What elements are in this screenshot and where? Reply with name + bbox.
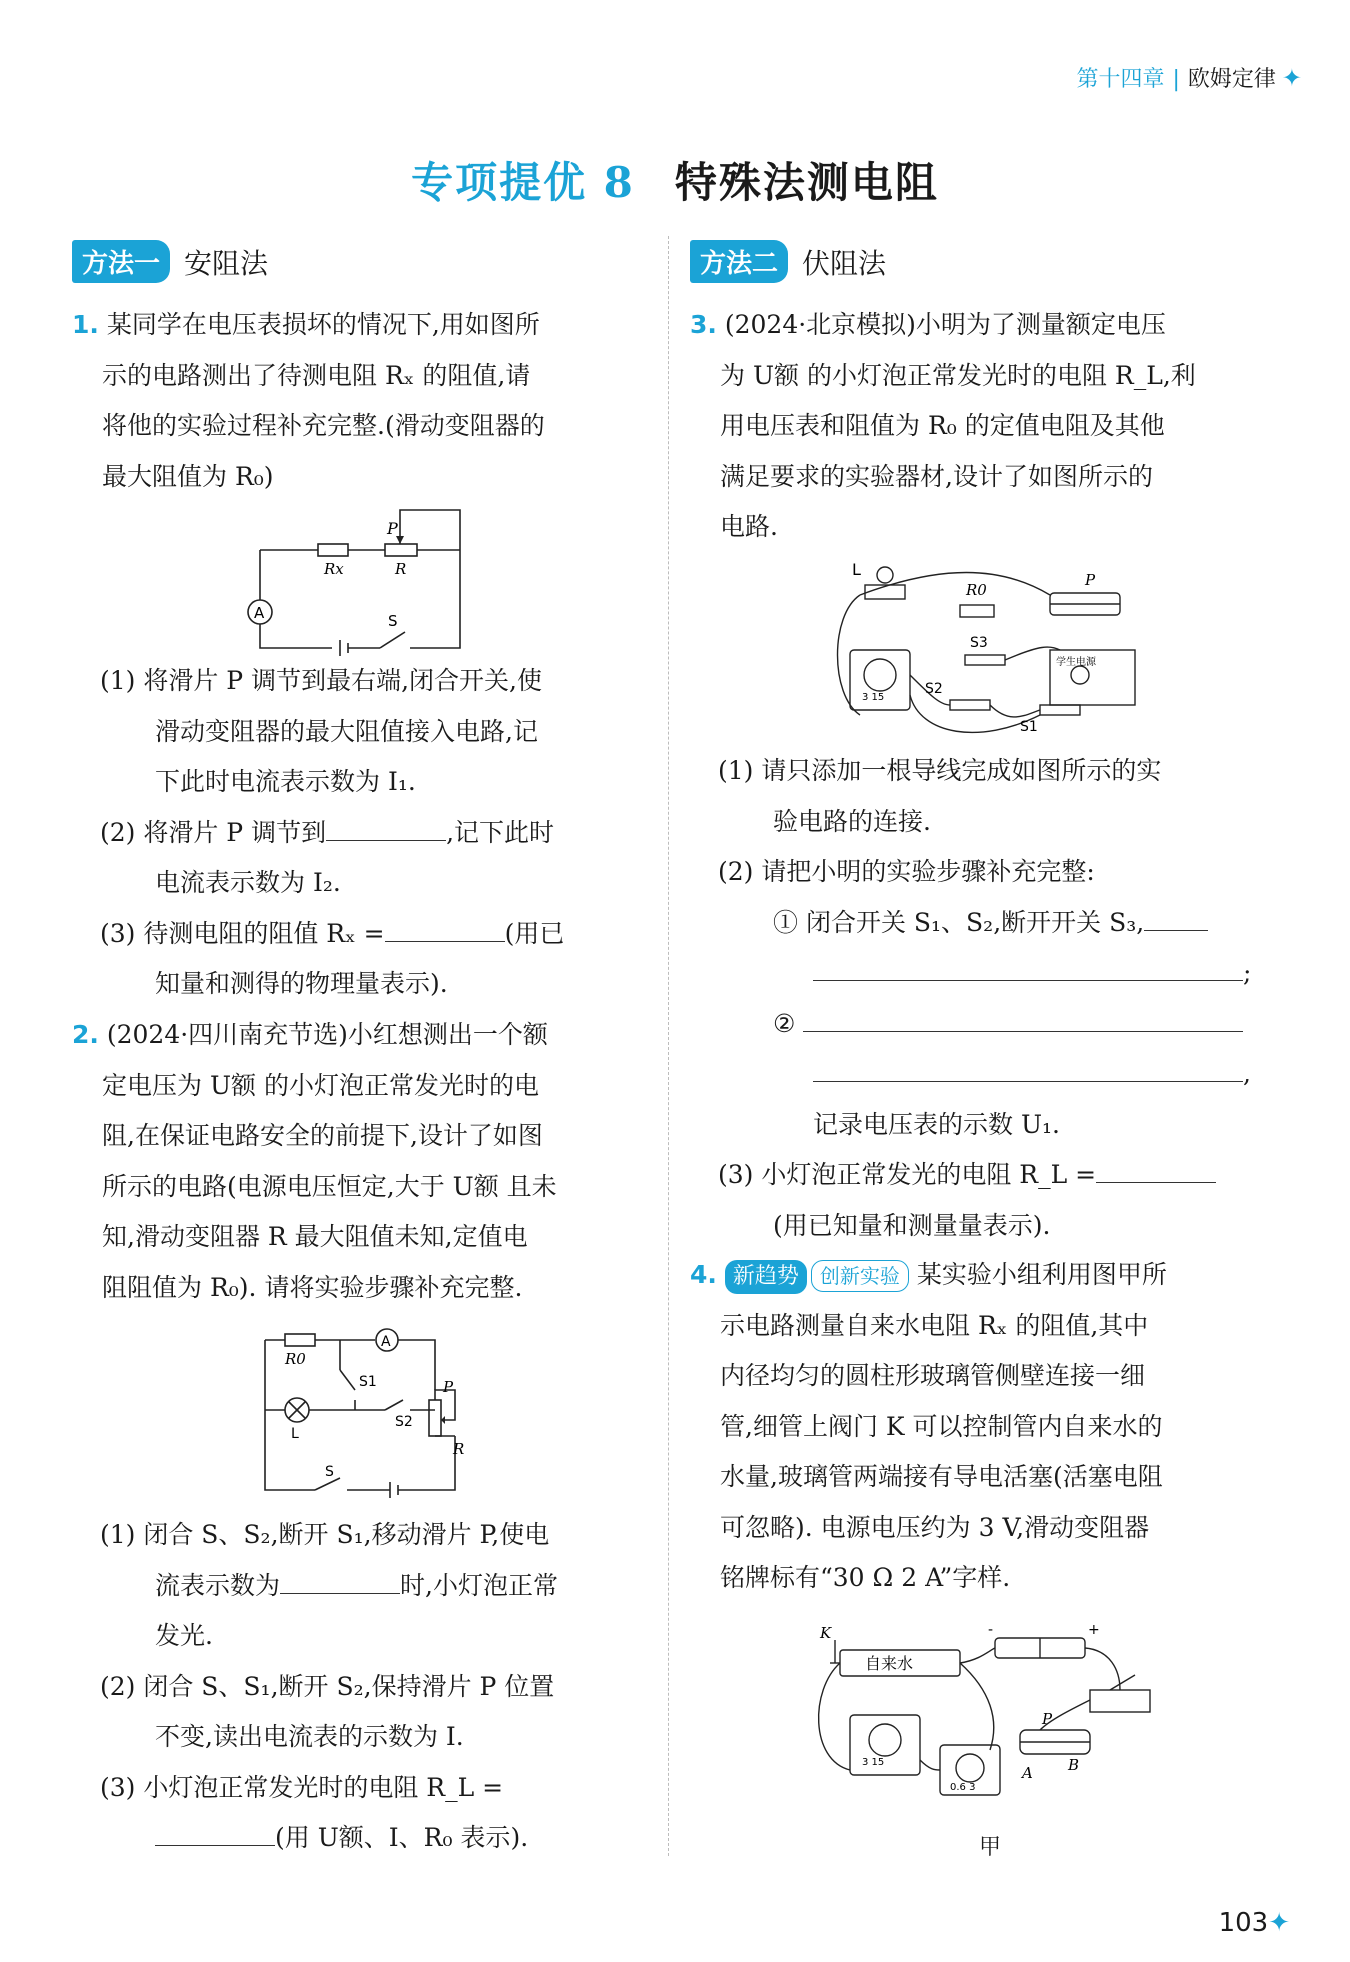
q1-step: 下此时电流表示数为 I₁. <box>155 767 416 796</box>
method-2-heading <box>690 240 886 283</box>
question-3 <box>690 300 1280 553</box>
q3-line: 用电压表和阻值为 R₀ 的定值电阻及其他 <box>720 411 1165 440</box>
q1-line: 示的电路测出了待测电阻 Rₓ 的阻值,请 <box>102 360 531 390</box>
q2-label-a: A <box>381 1334 391 1350</box>
q3-line: 电路. <box>720 512 778 541</box>
q2-line: (2024·四川南充节选)小红想测出一个额 <box>106 1020 548 1049</box>
question-1-number: 1. <box>72 310 99 339</box>
q3-step: ① 闭合开关 S₁、S₂,断开开关 S₃, <box>773 907 1145 937</box>
q2-label-s1: S1 <box>359 1374 377 1390</box>
q2-line: 阻,在保证电路安全的前提下,设计了如图 <box>102 1121 543 1150</box>
q2-label-s: S <box>325 1464 334 1480</box>
q2-label-r: R <box>453 1440 465 1458</box>
q2-step: 不变,读出电流表的示数为 I. <box>155 1722 464 1751</box>
question-2-steps <box>100 1510 660 1864</box>
q4-label-p: P <box>1042 1710 1053 1728</box>
title-main: 特殊法测电阻 <box>674 158 939 207</box>
q3-line: (2024·北京模拟)小明为了测量额定电压 <box>724 310 1166 339</box>
q1-label-r: R <box>395 560 407 578</box>
q2-label-p: P <box>443 1378 454 1396</box>
q4-line: 内径均匀的圆柱形玻璃管侧壁连接一细 <box>720 1361 1146 1390</box>
q1-step: ,记下此时 <box>446 817 555 847</box>
q4-line: 水量,玻璃管两端接有导电活塞(活塞电阻 <box>720 1462 1163 1491</box>
q1-label-rx: Rx <box>324 560 344 578</box>
q2-step: 时,小灯泡正常 <box>400 1570 558 1600</box>
q2-line: 知,滑动变阻器 R 最大阻值未知,定值电 <box>102 1222 528 1251</box>
q1-step: 滑动变阻器的最大阻值接入电路,记 <box>155 716 538 746</box>
q4-battery-plus: + <box>1088 1622 1100 1638</box>
innovative-experiment-badge: 创新实验 <box>811 1260 909 1292</box>
q2-line: 所示的电路(电源电压恒定,大于 U额 且未 <box>102 1171 557 1201</box>
q3-label-s2: S2 <box>925 681 943 697</box>
question-2 <box>72 1010 652 1313</box>
answer-blank[interactable] <box>326 810 446 841</box>
q3-label-s1: S1 <box>1020 719 1038 735</box>
answer-blank[interactable] <box>1144 900 1208 931</box>
q3-step: 验电路的连接. <box>773 806 931 836</box>
page-title <box>0 150 1350 210</box>
question-4 <box>690 1250 1280 1604</box>
q4-line: 铭牌标有“30 Ω 2 A”字样. <box>720 1563 1011 1592</box>
q1-step: (3) 待测电阻的阻值 Rₓ = <box>100 918 385 948</box>
q3-step: (用已知量和测量量表示). <box>773 1210 1051 1240</box>
q1-label-s: S <box>388 612 398 630</box>
q1-label-p: P <box>387 519 398 538</box>
q1-step: (用已 <box>504 918 565 948</box>
q1-step: (2) 将滑片 P 调节到 <box>100 817 327 847</box>
chapter-label: 第十四章 <box>1076 67 1165 92</box>
chapter-header <box>1076 62 1302 93</box>
header-divider: | <box>1172 67 1180 92</box>
q2-line: 阻阻值为 R₀). 请将实验步骤补充完整. <box>102 1272 523 1302</box>
q2-step: 流表示数为 <box>155 1570 281 1600</box>
q2-step: (2) 闭合 S、S₁,断开 S₂,保持滑片 P 位置 <box>100 1671 555 1701</box>
q2-label-r0: R0 <box>285 1350 306 1368</box>
question-3-steps <box>718 746 1288 1251</box>
figure-caption: 甲 <box>978 1835 1001 1860</box>
q1-line: 最大阻值为 R₀) <box>102 461 274 491</box>
answer-blank[interactable] <box>155 1815 275 1846</box>
q4-line: 示电路测量自来水电阻 Rₓ 的阻值,其中 <box>720 1310 1149 1340</box>
q2-step: (1) 闭合 S、S₂,断开 S₁,移动滑片 P,使电 <box>100 1520 550 1549</box>
q4-line: 可忽略). 电源电压约为 3 V,滑动变阻器 <box>720 1512 1150 1542</box>
q4-label-a: A <box>1022 1764 1033 1782</box>
question-3-number: 3. <box>690 310 717 339</box>
q2-step: 发光. <box>155 1621 213 1650</box>
q3-step: (2) 请把小明的实验步骤补充完整: <box>718 857 1095 886</box>
answer-blank[interactable] <box>385 911 505 942</box>
q2-step: (用 U额、I、R₀ 表示). <box>275 1823 529 1852</box>
q3-step: , <box>1243 1059 1251 1088</box>
q1-step: 电流表示数为 I₂. <box>155 868 341 897</box>
chapter-topic: 欧姆定律 <box>1187 67 1276 92</box>
q4-battery-minus: - <box>988 1622 994 1638</box>
method-2-name: 伏阻法 <box>802 246 887 280</box>
q3-line: 为 U额 的小灯泡正常发光时的电阻 R_L,利 <box>720 360 1196 390</box>
q2-line: 定电压为 U额 的小灯泡正常发光时的电 <box>102 1070 539 1100</box>
sparkle-icon: ✦ <box>1281 64 1302 92</box>
q1-label-a: A <box>254 604 265 622</box>
q3-label-s3: S3 <box>970 635 988 651</box>
q1-line: 将他的实验过程补充完整.(滑动变阻器的 <box>102 411 545 440</box>
q1-circuit-diagram <box>240 500 480 660</box>
question-2-number: 2. <box>72 1020 99 1049</box>
q2-label-s2: S2 <box>395 1414 413 1430</box>
answer-blank[interactable] <box>280 1563 400 1594</box>
q3-apparatus-diagram <box>820 555 1150 755</box>
q1-line: 某同学在电压表损坏的情况下,用如图所 <box>106 310 540 339</box>
q2-circuit-diagram <box>255 1320 495 1500</box>
q1-step: (1) 将滑片 P 调节到最右端,闭合开关,使 <box>100 666 542 695</box>
method-1-heading <box>72 240 268 283</box>
sparkle-icon: ✦ <box>1268 1908 1290 1938</box>
question-4-number: 4. <box>690 1260 717 1289</box>
new-trend-badge: 新趋势 <box>725 1260 807 1294</box>
q2-step: (3) 小灯泡正常发光时的电阻 R_L = <box>100 1772 504 1802</box>
method-2-tag: 方法二 <box>690 240 788 283</box>
q1-step: 知量和测得的物理量表示). <box>155 969 448 998</box>
q4-label-b: B <box>1068 1756 1080 1774</box>
q3-label-l: L <box>852 560 861 579</box>
q3-meter-scale: 3 15 <box>862 692 885 703</box>
method-1-name: 安阻法 <box>184 246 269 280</box>
question-1 <box>72 300 652 502</box>
answer-blank[interactable] <box>1096 1152 1216 1183</box>
answer-blank[interactable] <box>813 1051 1243 1082</box>
q4-line: 某实验小组利用图甲所 <box>916 1260 1167 1289</box>
q3-step: 记录电压表的示数 U₁. <box>813 1109 1060 1139</box>
q3-line: 满足要求的实验器材,设计了如图所示的 <box>720 461 1153 491</box>
question-1-steps <box>100 656 660 1010</box>
column-divider <box>668 236 670 1856</box>
page-number <box>1219 1908 1290 1938</box>
answer-blank[interactable] <box>813 950 1243 981</box>
q4-apparatus-diagram <box>810 1620 1170 1800</box>
q3-step: ; <box>1243 958 1252 987</box>
answer-blank[interactable] <box>803 1001 1243 1032</box>
page-number-text: 103 <box>1218 1908 1269 1938</box>
q2-label-l: L <box>291 1426 299 1442</box>
q4-label-water: 自来水 <box>865 1654 914 1673</box>
q3-label-p: P <box>1085 571 1096 589</box>
q3-step: (3) 小灯泡正常发光的电阻 R_L = <box>718 1160 1097 1189</box>
q3-power-supply-label: 学生电源 <box>1056 657 1096 668</box>
q3-step: ② <box>773 1008 796 1038</box>
q4-meter2-scale: 0.6 3 <box>950 1782 976 1793</box>
q3-step: (1) 请只添加一根导线完成如图所示的实 <box>718 756 1162 785</box>
method-1-tag: 方法一 <box>72 240 170 283</box>
q4-line: 管,细管上阀门 K 可以控制管内自来水的 <box>720 1411 1163 1441</box>
q3-label-r0: R0 <box>966 581 987 599</box>
q4-label-k: K <box>820 1624 832 1642</box>
title-prefix: 专项提优 8 <box>411 158 635 207</box>
q4-meter1-scale: 3 15 <box>862 1757 885 1768</box>
